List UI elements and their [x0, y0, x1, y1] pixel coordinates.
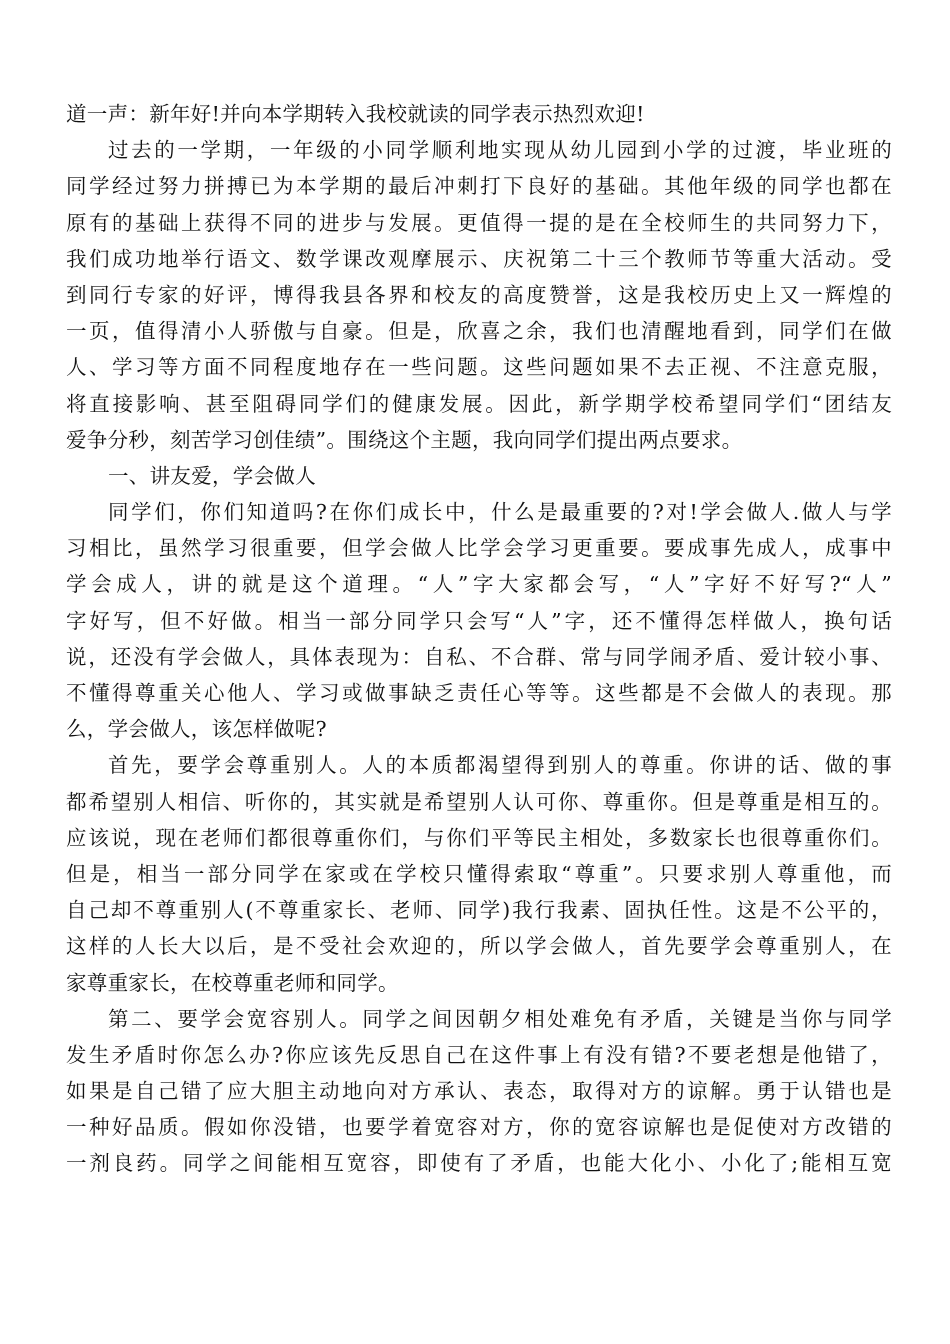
paragraph-first-line: 第二、要学会宽容别人。同学之间因朝夕相处难免有矛盾，关键是当你与同学 — [108, 1006, 892, 1031]
text-line: 不懂得尊重关心他人、学习或做事缺乏责任心等等。这些都是不会做人的表现。那 — [66, 681, 892, 705]
text-line: 我们成功地举行语文、数学课改观摩展示、庆祝第二十三个教师节等重大活动。受 — [66, 246, 892, 271]
paragraph-first-line: 过去的一学期，一年级的小同学顺利地实现从幼儿园到小学的过渡，毕业班的 — [108, 138, 892, 163]
paragraph-first-line: 首先，要学会尊重别人。人的本质都渴望得到别人的尊重。你讲的话、做的事 — [108, 753, 892, 778]
text-line: 一剂良药。同学之间能相互宽容，即使有了矛盾，也能大化小、小化了;能相互宽 — [66, 1151, 892, 1176]
text-line: 这样的人长大以后，是不受社会欢迎的，所以学会做人，首先要学会尊重别人，在 — [66, 934, 892, 959]
text-line: 习相比，虽然学习很重要，但学会做人比学会学习更重要。要成事先成人，成事中 — [66, 536, 892, 561]
paragraph-first-line: 同学们，你们知道吗?在你们成长中，什么是最重要的?对!学会做人.做人与学 — [108, 500, 892, 525]
text-line: 原有的基础上获得不同的进步与发展。更值得一提的是在全校师生的共同努力下， — [66, 210, 892, 235]
text-line: 人、学习等方面不同程度地存在一些问题。这些问题如果不去正视、不注意克服， — [66, 355, 892, 380]
text-line: 字好写，但不好做。相当一部分同学只会写“人”字，还不懂得怎样做人，换句话 — [66, 608, 892, 633]
section-heading: 一、讲友爱，学会做人 — [108, 463, 316, 488]
text-line: 爱争分秒，刻苦学习创佳绩”。围绕这个主题，我向同学们提出两点要求。 — [66, 427, 743, 452]
text-line: 如果是自己错了应大胆主动地向对方承认、表态，取得对方的谅解。勇于认错也是 — [66, 1079, 892, 1104]
text-line: 将直接影响、甚至阻碍同学们的健康发展。因此，新学期学校希望同学们“团结友 — [66, 391, 892, 416]
text-line: 应该说，现在老师们都很尊重你们，与你们平等民主相处，多数家长也很尊重你们。 — [66, 825, 892, 850]
text-line: 但是，相当一部分同学在家或在学校只懂得索取“尊重”。只要求别人尊重他，而 — [66, 861, 892, 886]
text-line: 么，学会做人，该怎样做呢? — [66, 717, 327, 742]
text-line: 同学经过努力拼搏已为本学期的最后冲刺打下良好的基础。其他年级的同学也都在 — [66, 174, 892, 199]
document-body — [66, 96, 892, 1182]
text-line: 都希望别人相信、听你的，其实就是希望别人认可你、尊重你。但是尊重是相互的。 — [66, 789, 892, 814]
text-line: 一页，值得清小人骄傲与自豪。但是，欣喜之余，我们也清醒地看到，同学们在做 — [66, 319, 892, 344]
text-line: 自己却不尊重别人(不尊重家长、老师、同学)我行我素、固执任性。这是不公平的， — [66, 898, 892, 923]
text-line: 一种好品质。假如你没错，也要学着宽容对方，你的宽容谅解也是促使对方改错的 — [66, 1115, 892, 1140]
text-line: 道一声：新年好!并向本学期转入我校就读的同学表示热烈欢迎! — [66, 102, 645, 126]
text-line: 说，还没有学会做人，具体表现为：自私、不合群、常与同学闹矛盾、爱计较小事、 — [66, 644, 892, 669]
text-line: 到同行专家的好评，博得我县各界和校友的高度赞誉，这是我校历史上又一辉煌的 — [66, 282, 892, 307]
text-line: 家尊重家长，在校尊重老师和同学。 — [66, 970, 399, 995]
text-line: 发生矛盾时你怎么办?你应该先反思自己在这件事上有没有错?不要老想是他错了， — [66, 1042, 892, 1067]
text-line: 学会成人，讲的就是这个道理。“人”字大家都会写，“人”字好不好写?“人” — [66, 572, 892, 597]
